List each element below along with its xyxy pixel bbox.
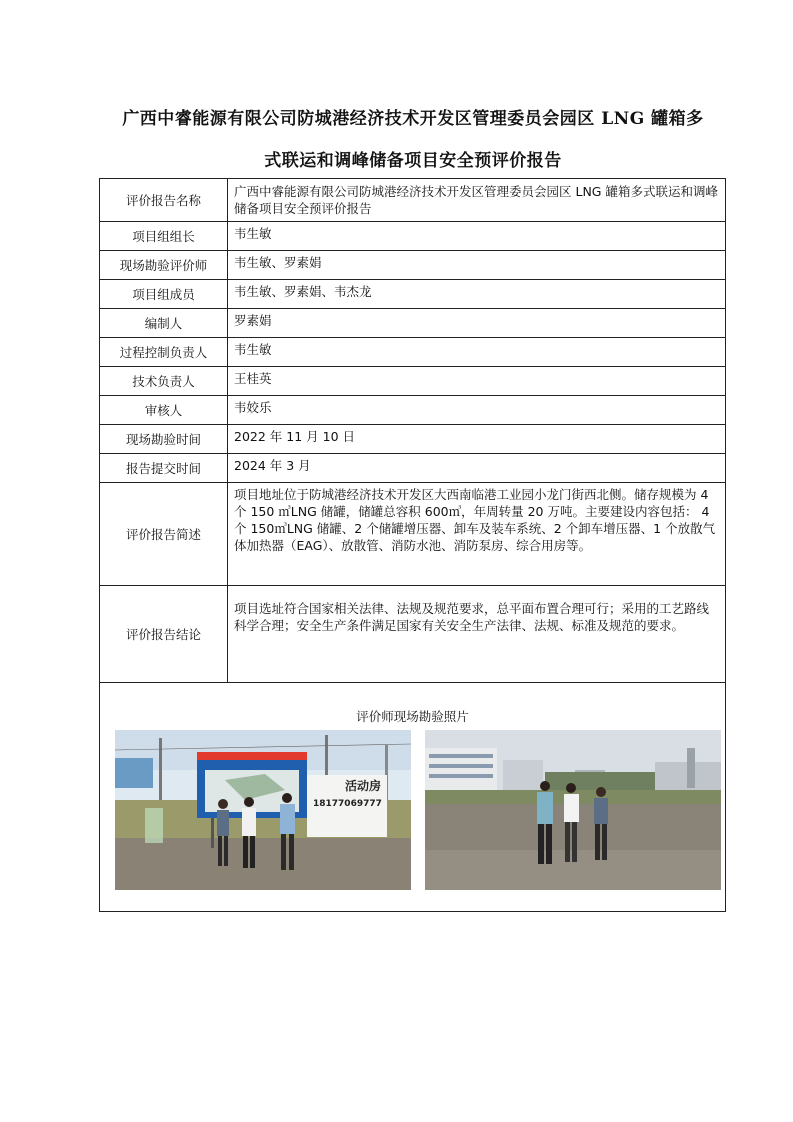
row-label: 编制人 — [100, 309, 228, 338]
sign-phone: 18177069777 — [313, 798, 382, 809]
table-row — [100, 425, 726, 454]
site-photo-billboard — [115, 730, 411, 890]
report-info-table — [99, 178, 726, 912]
photo-row — [100, 683, 726, 912]
table-row — [100, 179, 726, 222]
row-value: 王桂英 — [228, 367, 726, 396]
row-value: 罗素娟 — [228, 309, 726, 338]
photo-cell — [100, 683, 726, 912]
table-row — [100, 338, 726, 367]
table-row — [100, 222, 726, 251]
row-value: 2024 年 3 月 — [228, 454, 726, 483]
document-title-line-1: 广西中睿能源有限公司防城港经济技术开发区管理委员会园区 LNG 罐箱多 — [122, 109, 704, 129]
row-label: 项目组组长 — [100, 222, 228, 251]
row-value: 韦生敏 — [228, 222, 726, 251]
row-label: 技术负责人 — [100, 367, 228, 396]
row-value: 韦生敏、罗素娟 — [228, 251, 726, 280]
table-row — [100, 396, 726, 425]
document-title-line-2: 式联运和调峰储备项目安全预评价报告 — [264, 151, 562, 171]
row-label: 审核人 — [100, 396, 228, 425]
row-label: 报告提交时间 — [100, 454, 228, 483]
photo-section-title: 评价师现场勘验照片 — [356, 708, 469, 724]
row-label: 现场勘验评价师 — [100, 251, 228, 280]
row-label: 评价报告名称 — [100, 179, 228, 222]
row-value: 项目选址符合国家相关法律、法规及规范要求，总平面布置合理可行；采用的工艺路线科学合理；安全生产条件满足国家有关安全生产法律、法规、标准及规范的要求。 — [228, 586, 726, 683]
table-row — [100, 309, 726, 338]
photo-gallery — [106, 730, 719, 900]
row-value: 韦姣乐 — [228, 396, 726, 425]
table-row — [100, 367, 726, 396]
row-label: 过程控制负责人 — [100, 338, 228, 367]
table-row — [100, 454, 726, 483]
row-value: 2022 年 11 月 10 日 — [228, 425, 726, 454]
row-label: 现场勘验时间 — [100, 425, 228, 454]
sign-text: 活动房 — [345, 778, 382, 793]
row-label: 评价报告结论 — [100, 586, 228, 683]
table-row — [100, 483, 726, 586]
row-value: 广西中睿能源有限公司防城港经济技术开发区管理委员会园区 LNG 罐箱多式联运和调峰储备项目安全预评价报告 — [228, 179, 726, 222]
site-photo-field — [425, 730, 721, 890]
row-value: 项目地址位于防城港经济技术开发区大西南临港工业园小龙门街西北侧。储存规模为 4 个 150 ㎥LNG 储罐，储罐总容积 600㎥，年周转量 20 万吨。主要建设内容包括： 4 个 150㎥LNG 储罐、2 个储罐增压器、卸车及装车系统、2 个卸车增压器、1 个放散气体加热器（EAG）、放散管、消防水池、消防泵房、综合用房等。 — [228, 483, 726, 586]
table-row — [100, 586, 726, 683]
table-row — [100, 251, 726, 280]
row-label: 项目组成员 — [100, 280, 228, 309]
row-value: 韦生敏 — [228, 338, 726, 367]
row-value: 韦生敏、罗素娟、韦杰龙 — [228, 280, 726, 309]
row-label: 评价报告简述 — [100, 483, 228, 586]
table-row — [100, 280, 726, 309]
